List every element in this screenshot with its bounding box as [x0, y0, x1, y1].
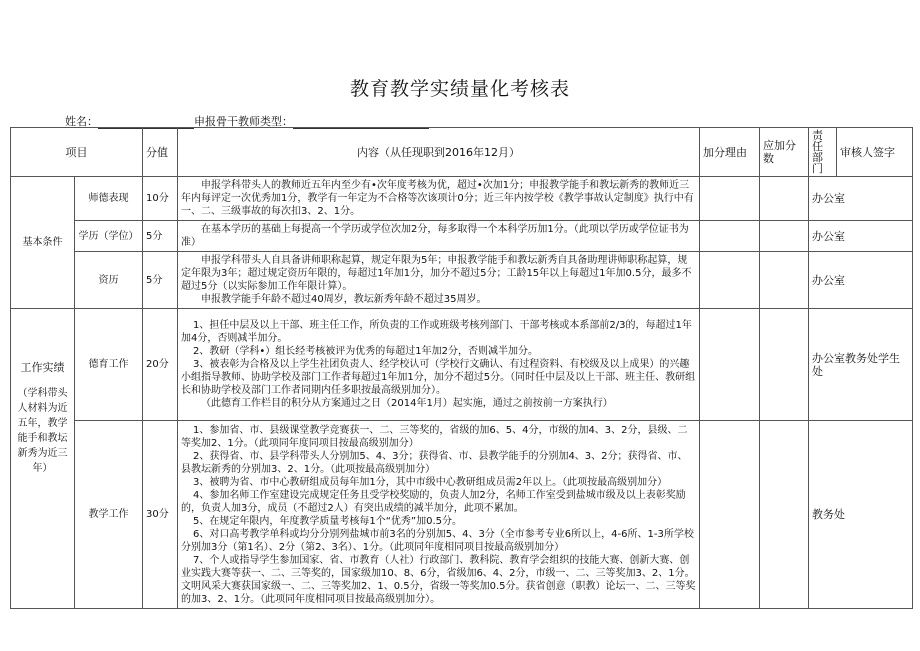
assessment-table — [10, 127, 913, 609]
should-add-cell[interactable] — [760, 421, 809, 609]
header-score: 分值 — [143, 128, 178, 177]
table-row — [11, 252, 913, 309]
row-content: 在基本学历的基础上每提高一个学历或学位次加2分，每多取得一个本科学历加1分。（此项以学历或学位证书为准） — [178, 221, 700, 252]
row-score: 5分 — [143, 252, 178, 309]
should-add-cell[interactable] — [760, 309, 809, 421]
page-title: 教育教学实绩量化考核表 — [349, 78, 570, 100]
should-add-cell[interactable] — [760, 252, 809, 309]
row-dept: 办公室 — [809, 177, 913, 221]
teacher-type-label: 申报骨干教师类型： — [194, 115, 293, 128]
header-reviewer: 审核人签字 — [837, 128, 913, 177]
row-score: 20分 — [143, 309, 178, 421]
header-reason: 加分理由 — [700, 128, 760, 177]
row-name: 学历（学位） — [75, 221, 143, 252]
row-dept: 教务处 — [809, 421, 913, 609]
header-item: 项目 — [11, 128, 143, 177]
row-dept: 办公室 — [809, 221, 913, 252]
reason-cell[interactable] — [700, 421, 760, 609]
name-label: 姓名： — [65, 115, 98, 128]
row-content: 1、参加省、市、县级课堂教学竞赛获一、二、三等奖的，省级的加6、5、4分，市级的加4、3、2分，县级、二等奖加2、1分。（此项同年度同项目按最高级别加分） 2、获得省、市、县学科带头人分别加5、4、3分；获得省、市、县教学能手的分别加4、3、2分；获得省、市、县教坛新秀的分别加3、2、1分。（此项按最高级别加分） 3、被聘为省、市中心教研组成员每年加1分，其中市级中心教研组成员需2年以上。（此项按最高级别加分） 4、参加名师工作室建设完成规定任务且受学校奖励的，负责人加2分，名师工作室受到盐城市级及以上表彰奖励的，负责人加3分，成员（不超过2人）有突出成绩的减半加分，此项不累加。 5、在规定年限内，年度教学质量考核每1个“优秀”加0.5分。 6、对口高考教学单科或均分分别列盐城市前3名的分别加5、4、3分（全市参考专业6所以上，4-6所、1-3所学校分别加3分（第1名）、2分（第2、3名）、1分。（此项同年度相同项目按最高级别加分） 7、个人或指导学生参加国家、省、市教育（人社）行政部门、教科院、教育学会组织的技能大赛、创新大赛、创业实践大赛等获一、二、三等奖的，国家级加10、8、6分，省级加6、4、2分，市级一、二、三等奖加3、2、1分。文明风采大赛获国家级一、二、三等奖加2、1、0.5分，省级一等奖加0.5分。获省创意（职教）论坛一、二、三等奖的加3、2、1分。（此项同年度相同项目按最高级别加分）。 — [178, 421, 700, 609]
table-row — [11, 177, 913, 221]
row-content: 1、担任中层及以上干部、班主任工作，所负责的工作或班级考核列部门、干部考核或本系部前2/3的，每超过1年加4分，否则减半加分。 2、教研（学科•）组长经考核被评为优秀的每超过1年加2分，否则减半加分。 3、被表彰为合格及以上学生社团负责人、经学校认可（学校行文确认、有过程资料、有校级及以上成果）的兴趣小组指导教师、协助学校及部门工作者每超过1年加1分，加分不超过5分。（同时任中层及以上干部、班主任、教研组长和协助学校及部门工作者同期内任多职按最高级别加分）。 （此德育工作栏目的积分从方案通过之日（2014年1月）起实施，通过之前按前一方案执行） — [178, 309, 700, 421]
header-content: 内容（从任现职到2016年12月） — [178, 128, 700, 177]
row-name: 德育工作 — [75, 309, 143, 421]
should-add-cell[interactable] — [760, 221, 809, 252]
section-work-note: （学科带头人材料为近五年，教学能手和教坛新秀为近三年） — [17, 388, 68, 474]
reason-cell[interactable] — [700, 252, 760, 309]
row-name: 师德表现 — [75, 177, 143, 221]
row-score: 5分 — [143, 221, 178, 252]
row-dept: 办公室 — [809, 252, 913, 309]
should-add-cell[interactable] — [760, 177, 809, 221]
section-work-label: 工作实绩 — [20, 361, 65, 374]
row-name: 教学工作 — [75, 421, 143, 609]
table-row — [11, 221, 913, 252]
row-dept: 办公室教务处学生处 — [809, 309, 913, 421]
header-dept: 责任部门 — [809, 128, 837, 177]
row-score: 10分 — [143, 177, 178, 221]
section-work — [11, 309, 75, 609]
reason-cell[interactable] — [700, 309, 760, 421]
reason-cell[interactable] — [700, 221, 760, 252]
row-name: 资历 — [75, 252, 143, 309]
table-row — [11, 309, 913, 421]
row-content: 申报学科带头人的教师近五年内至少有•次年度考核为优，超过•次加1分；申报教学能手和教坛新秀的教师近三年内每评定一次优秀加1分，教学有一年定为不合格等次该项计0分；近三年内按学校《教学事故认定制度》执行中有一、二、三级事故的每次扣3、2、1分。 — [178, 177, 700, 221]
row-content: 申报学科带头人自具备讲师职称起算，规定年限为5年；申报教学能手和教坛新秀自具备助理讲师职称起算，规定年限为3年；超过规定资历年限的，每超过1年加1分，加分不超过5分；工龄15年以上每超过1年加0.5分，最多不超过5分（以实际参加工作年限计算）。 申报教学能手年龄不超过40周岁，教坛新秀年龄不超过35周岁。 — [178, 252, 700, 309]
reason-cell[interactable] — [700, 177, 760, 221]
section-basic: 基本条件 — [11, 177, 75, 309]
row-score: 30分 — [143, 421, 178, 609]
table-row — [11, 421, 913, 609]
table-header-row — [11, 128, 913, 177]
header-should-add: 应加分数 — [760, 128, 809, 177]
